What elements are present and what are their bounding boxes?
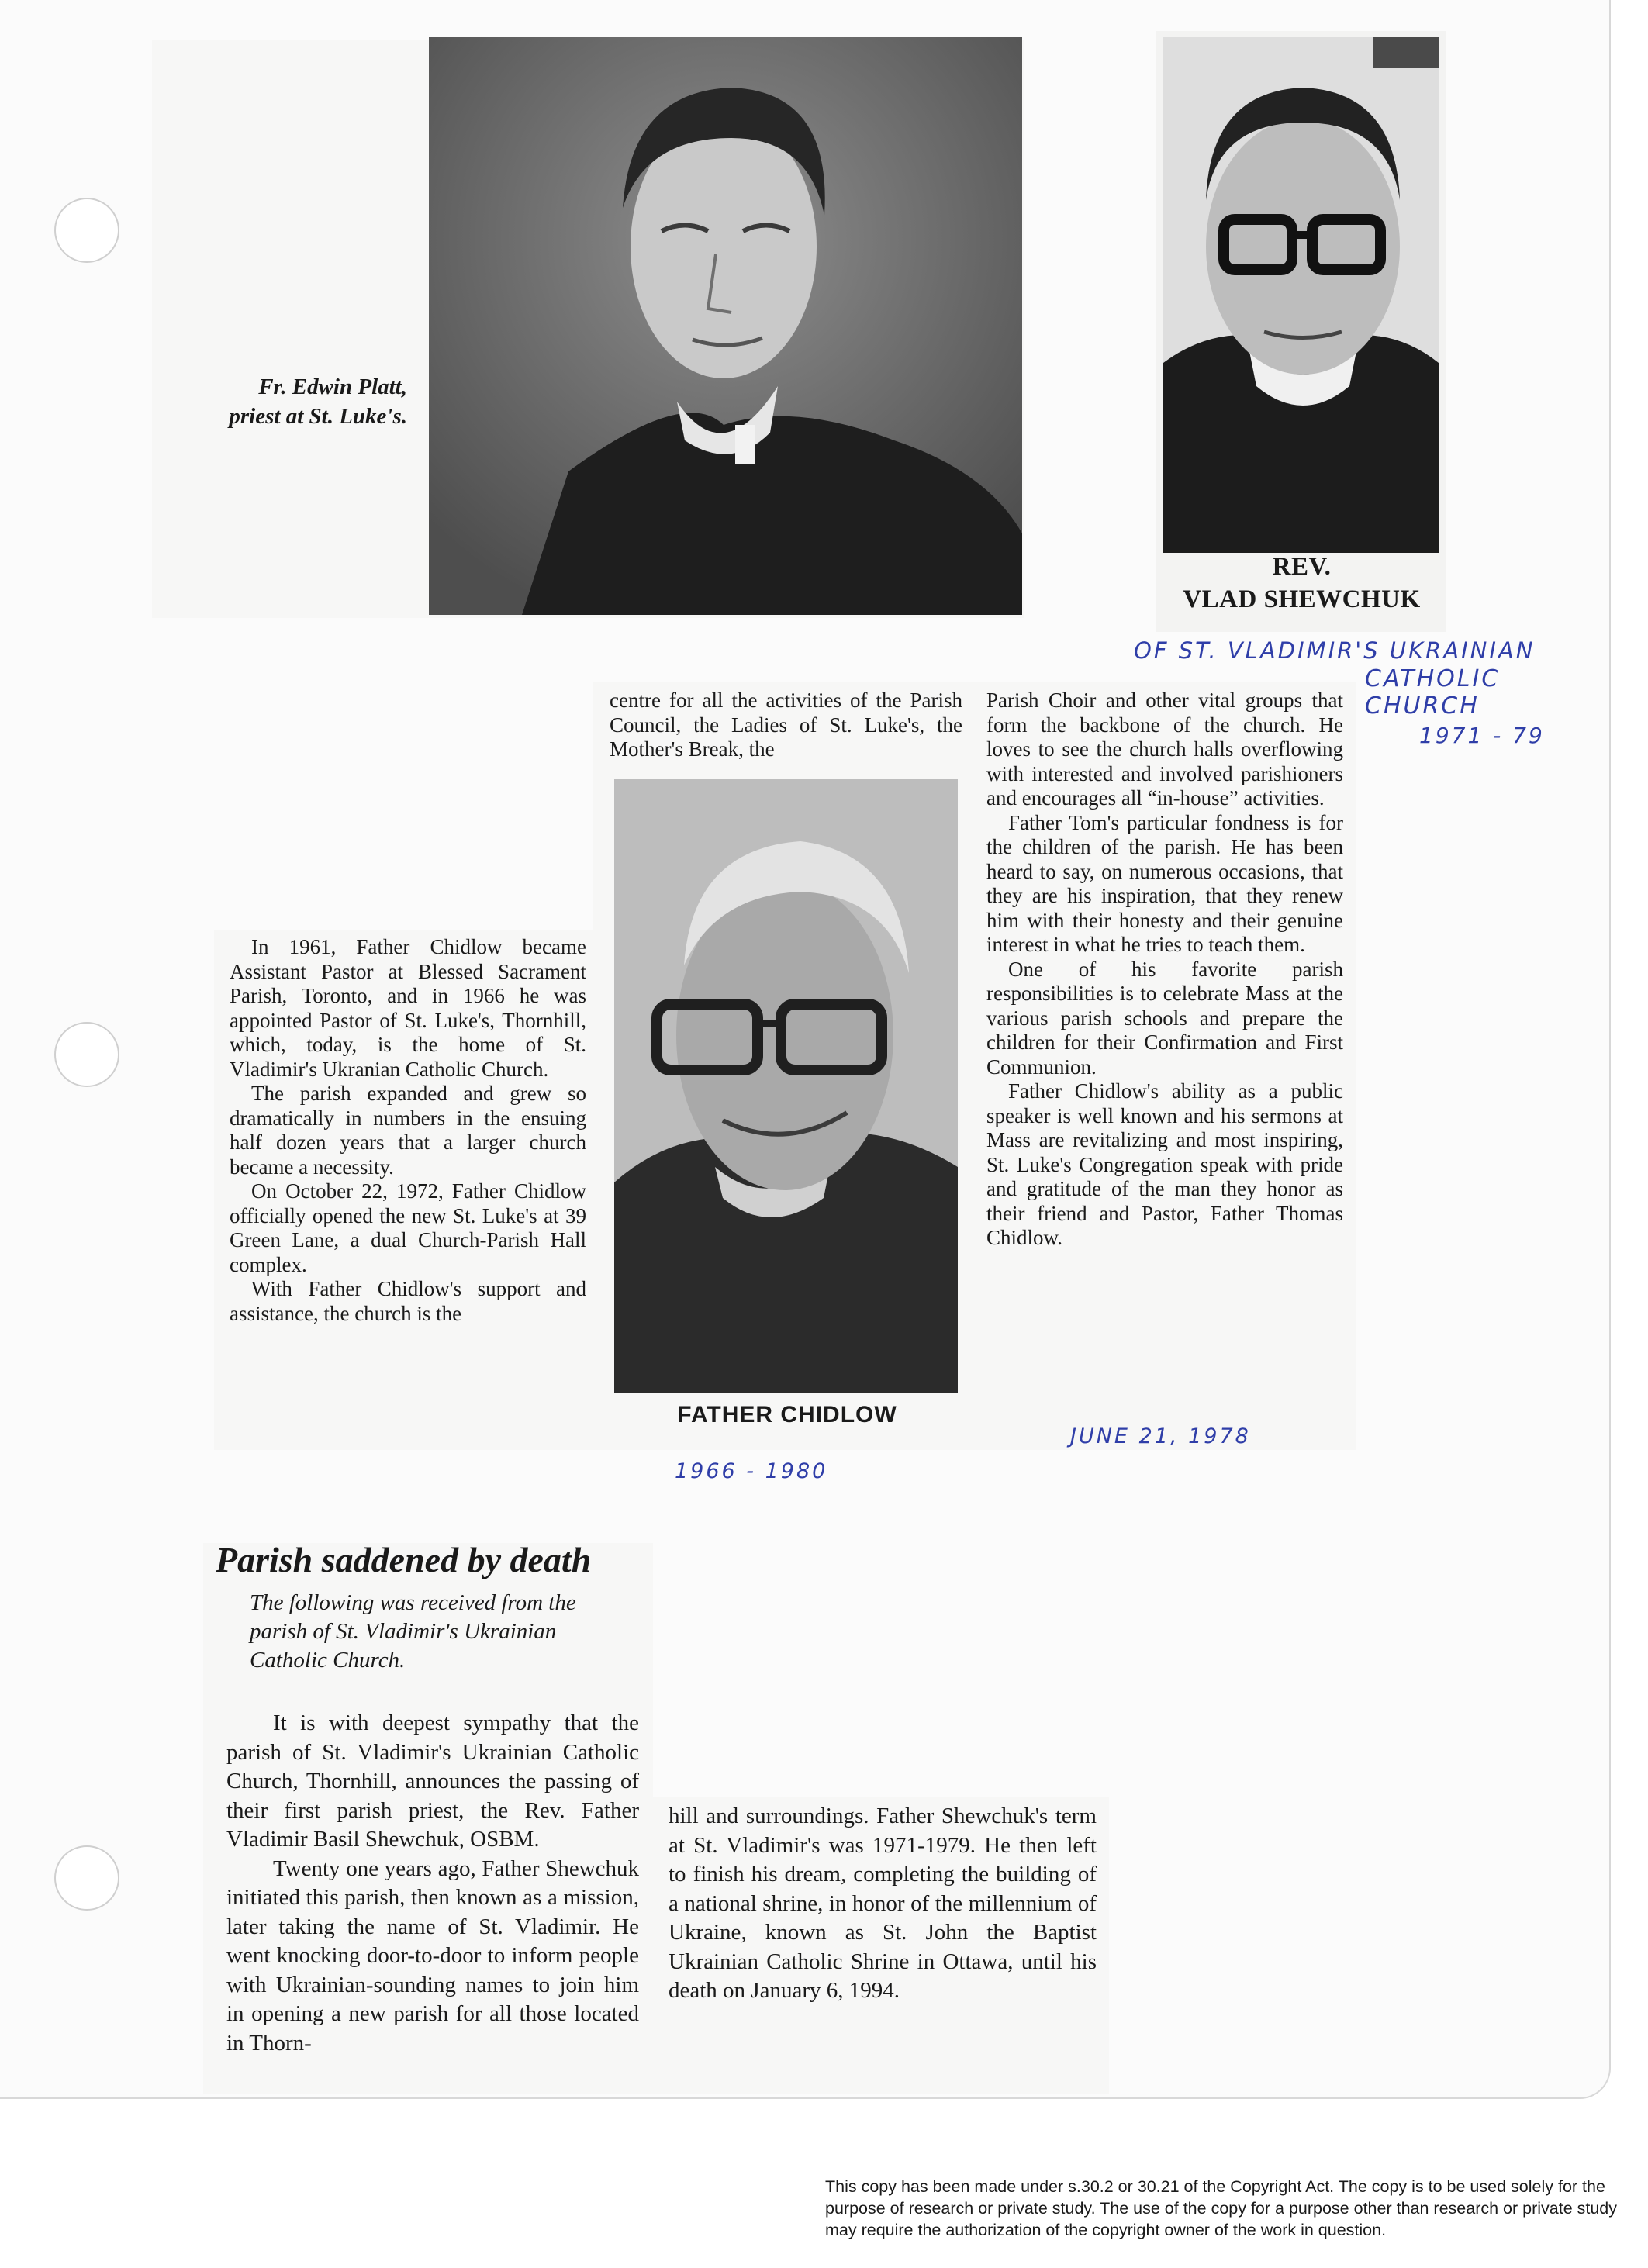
chidlow-photo-caption: FATHER CHIDLOW xyxy=(677,1402,897,1427)
binder-hole xyxy=(54,198,119,263)
chidlow-column-1: In 1961, Father Chidlow became Assistant Pastor at Blessed Sacrament Parish, Toronto, and in 1966 he was appointed Pastor of St. Luke's, Thornhill, which, today, is the home of St. Vladimir's Ukranian Catholic Church. The parish expanded and grew so dramatically in numbers in the ensuing half dozen years that a larger church became a necessity. On October 22, 1972, Father Chidlow officially opened the new St. Luke's at 39 Green Lane, a dual Church-Parish Hall complex. With Father Chidlow's support and assistance, the church is the xyxy=(230,935,586,1325)
binder-hole xyxy=(54,1845,119,1911)
chidlow-column-3: Parish Choir and other vital groups that form the backbone of the church. He loves to see the church halls overflowing with interested and involved parishioners and encourages all “in-house” activities. Father Tom's particular fondness is for the children of the parish. He has been heard to say, on numerous occasions, that they are his inspiration, that they renew him with their honesty and their genuine interest in what he tries to teach them. One of his favorite parish responsibilities is to celebrate Mass at the various parish schools and prepare the children for their Confirmation and First Communion. Father Chidlow's ability as a public speaker is well known and his sermons at Mass are revitalizing and most inspiring, St. Luke's Congregation speak with pride and gratitude of the man they honor as their friend and Pastor, Father Thomas Chidlow. xyxy=(986,689,1343,1249)
chidlow-column-2: centre for all the activities of the Parish Council, the Ladies of St. Luke's, the Mother's Break, the xyxy=(610,689,962,761)
handwritten-article-date: JUNE 21, 1978 xyxy=(1070,1424,1251,1448)
shewchuk-photo xyxy=(1163,37,1439,553)
death-notice-column-2: hill and surroundings. Father Shewchuk's term at St. Vladimir's was 1971-1979. He then left to finish his dream, completing the building of a national shrine, in honor of the millennium of Ukraine, known as St. John the Baptist Ukrainian Catholic Shrine in Ottawa, until his death on January 6, 1994. xyxy=(669,1804,1097,2003)
platt-caption: Fr. Edwin Platt, priest at St. Luke's. xyxy=(229,375,407,429)
handwritten-chidlow-years: 1966 - 1980 xyxy=(675,1459,828,1483)
chidlow-photo xyxy=(614,779,958,1393)
handwritten-church-line2: CATHOLIC xyxy=(1365,665,1501,692)
handwritten-church-line1: OF ST. VLADIMIR'S UKRAINIAN xyxy=(1134,637,1536,664)
handwritten-church-years: 1971 - 79 xyxy=(1419,723,1545,748)
death-notice-column-1: It is with deepest sympathy that the parish of St. Vladimir's Ukrainian Catholic Church, Thornhill, announces the passing of their first parish priest, the Rev. Father Vladimir Basil Shewchuk, OSBM. Twenty one years ago, Father Shewchuk initiated this parish, then known as a mission, later taking the name of St. Vladimir. He went knocking door-to-door to inform people with Ukrainian-sounding names to join him in opening a new parish for all those located in Thorn- xyxy=(226,1710,639,2056)
binder-hole xyxy=(54,1022,119,1087)
platt-photo xyxy=(429,37,1022,615)
copyright-notice: This copy has been made under s.30.2 or 30.21 of the Copyright Act. The copy is to be used solely for the purpose of research or private study. The use of the copy for a purpose other than research or private study may require the authorization of the copyright owner of the work in question. xyxy=(825,2177,1618,2239)
shewchuk-caption: REV. VLAD SHEWCHUK xyxy=(1183,553,1421,613)
death-notice-lede: The following was received from the parish of St. Vladimir's Ukrainian Catholic Church. xyxy=(250,1590,576,1673)
death-notice-headline: Parish saddened by death xyxy=(216,1540,592,1579)
handwritten-church-line3: CHURCH xyxy=(1365,692,1480,720)
